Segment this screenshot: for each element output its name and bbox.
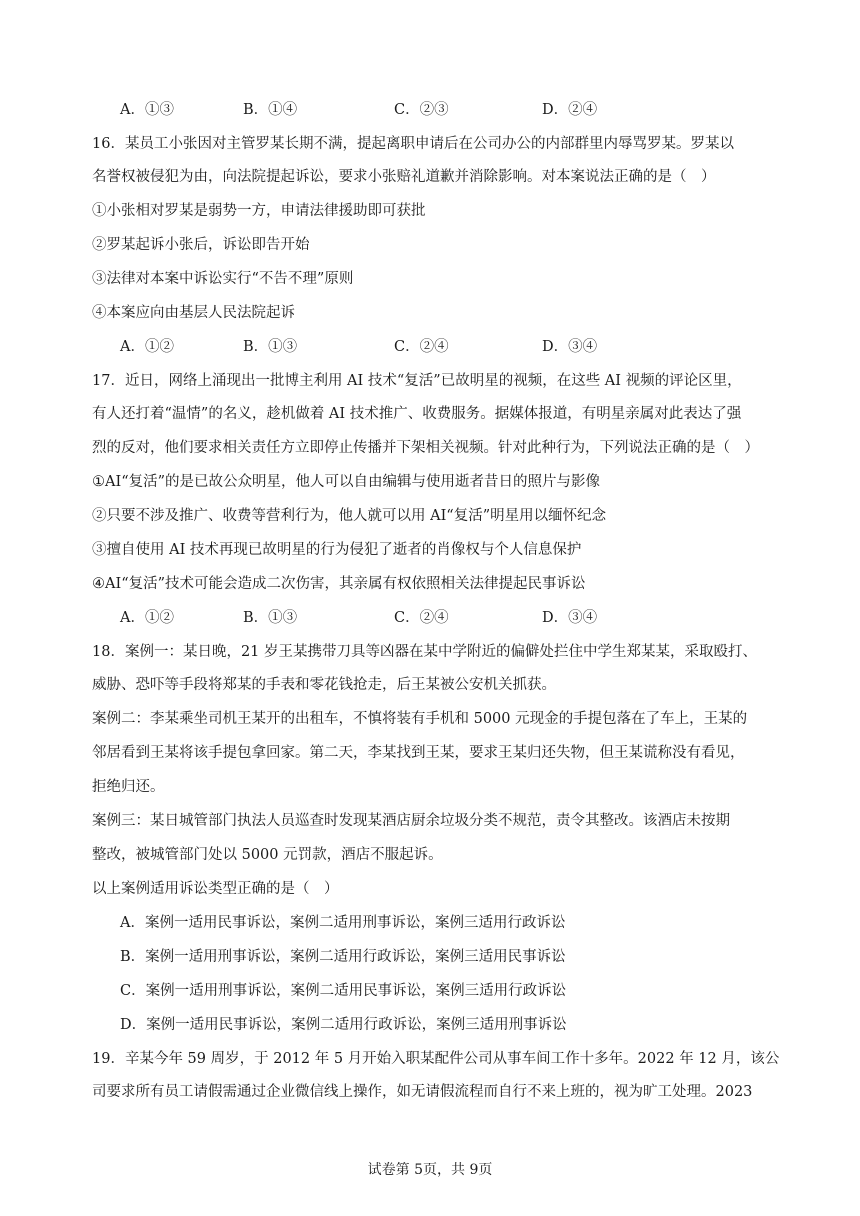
- q17-option-a: A．①②: [120, 610, 174, 626]
- q16-item-4: ④本案应向由基层人民法院起诉: [92, 305, 295, 321]
- q16-option-c: C．②④: [394, 339, 449, 355]
- q16-option-b: B．①③: [243, 339, 298, 355]
- q16-option-d: D．③④: [542, 339, 598, 355]
- q17-stem-line-2: 有人还打着“温情”的名义，趁机做着 AI 技术推广、收费服务。据媒体报道，有明星亲属对此表达了强: [92, 406, 742, 422]
- q15-option-a: A．①③: [120, 102, 174, 118]
- q19-stem-line-1: 19．辛某今年 59 周岁，于 2012 年 5 月开始入职某配件公司从事车间工作十多年。2022 年 12 月，该公: [92, 1051, 780, 1067]
- q18-option-c: C．案例一适用刑事诉讼，案例二适用民事诉讼，案例三适用行政诉讼: [120, 983, 567, 999]
- q18-case2-line-3: 拒绝归还。: [92, 779, 165, 795]
- q18-case1-line-1: 18．案例一：某日晚，21 岁王某携带刀具等凶器在某中学附近的偏僻处拦住中学生郑某某，采取殴打、: [92, 644, 758, 660]
- q17-item-4: ④AI“复活”技术可能会造成二次伤害，其亲属有权依照相关法律提起民事诉讼: [92, 576, 586, 592]
- q16-stem-line-2: 名誉权被侵犯为由，向法院提起诉讼，要求小张赔礼道歉并消除影响。对本案说法正确的是（ ）: [92, 169, 716, 185]
- q15-option-d: D．②④: [542, 102, 598, 118]
- q18-question: 以上案例适用诉讼类型正确的是（ ）: [92, 881, 339, 897]
- q18-option-a: A．案例一适用民事诉讼，案例二适用刑事诉讼，案例三适用行政诉讼: [120, 915, 566, 931]
- q17-item-3: ③擅自使用 AI 技术再现已故明星的行为侵犯了逝者的肖像权与个人信息保护: [92, 542, 582, 558]
- q15-option-c: C．②③: [394, 102, 449, 118]
- q16-item-1: ①小张相对罗某是弱势一方，申请法律援助即可获批: [92, 203, 426, 219]
- q16-stem-line-1: 16．某员工小张因对主管罗某长期不满，提起离职申请后在公司办公的内部群里内辱骂罗某。罗某以: [92, 136, 734, 152]
- q18-case2-line-2: 邻居看到王某将该手提包拿回家。第二天，李某找到王某，要求王某归还失物，但王某谎称没有看见，: [92, 745, 745, 761]
- q18-case1-line-2: 威胁、恐吓等手段将郑某的手表和零花钱抢走，后王某被公安机关抓获。: [92, 677, 556, 693]
- page-footer: 试卷第 5页，共 9页: [367, 1162, 493, 1178]
- q18-option-b: B．案例一适用刑事诉讼，案例二适用行政诉讼，案例三适用民事诉讼: [120, 949, 566, 965]
- q15-option-b: B．①④: [243, 102, 298, 118]
- q17-stem-line-1: 17．近日，网络上涌现出一批博主利用 AI 技术“复活”已故明星的视频，在这些 AI 视频的评论区里，: [92, 373, 742, 389]
- q17-stem-line-3: 烈的反对，他们要求相关责任方立即停止传播并下架相关视频。针对此种行为，下列说法正确的是（ ）: [92, 440, 759, 456]
- q18-case2-line-1: 案例二：李某乘坐司机王某开的出租车，不慎将装有手机和 5000 元现金的手提包落在了车上，王某的: [92, 711, 748, 727]
- q17-option-c: C．②④: [394, 610, 449, 626]
- q17-item-2: ②只要不涉及推广、收费等营利行为，他人就可以用 AI“复活”明星用以缅怀纪念: [92, 508, 607, 524]
- q17-option-b: B．①③: [243, 610, 298, 626]
- q18-option-d: D．案例一适用民事诉讼，案例二适用行政诉讼，案例三适用刑事诉讼: [120, 1017, 567, 1033]
- q18-case3-line-2: 整改，被城管部门处以 5000 元罚款，酒店不服起诉。: [92, 847, 443, 863]
- q16-item-2: ②罗某起诉小张后，诉讼即告开始: [92, 237, 310, 253]
- q19-stem-line-2: 司要求所有员工请假需通过企业微信线上操作，如无请假流程而自行不来上班的，视为旷工处理。2023: [92, 1084, 753, 1100]
- q18-case3-line-1: 案例三：某日城管部门执法人员巡查时发现某酒店厨余垃圾分类不规范，责令其整改。该酒店未按期: [92, 813, 730, 829]
- q17-option-d: D．③④: [542, 610, 598, 626]
- q16-item-3: ③法律对本案中诉讼实行“不告不理”原则: [92, 271, 354, 287]
- q17-item-1: ①AI“复活”的是已故公众明星，他人可以自由编辑与使用逝者昔日的照片与影像: [92, 474, 601, 490]
- q16-option-a: A．①②: [120, 339, 174, 355]
